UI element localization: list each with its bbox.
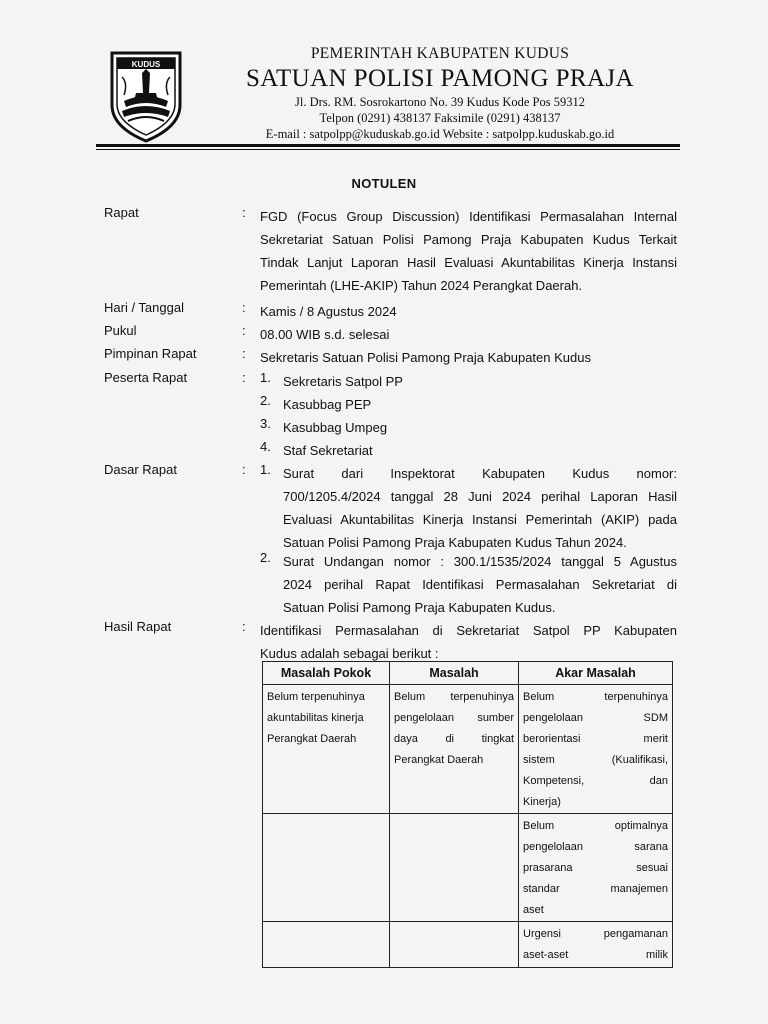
cell-line: Belum terpenuhinya — [267, 691, 365, 703]
column-header: Masalah Pokok — [263, 662, 390, 685]
cell-line: Belum terpenuhinya — [523, 691, 668, 703]
letterhead-rule-thick — [96, 144, 680, 147]
cell-line: Kinerja) — [523, 796, 561, 808]
list-number: 2. — [260, 550, 271, 565]
list-text: Kasubbag Umpeg — [283, 420, 388, 435]
table-row — [263, 685, 673, 814]
cell-line: akuntabilitas kinerja — [267, 712, 364, 724]
field-colon: : — [242, 462, 246, 477]
cell-line: aset-aset milik — [523, 949, 668, 961]
list-text — [283, 550, 677, 619]
field-label: Hasil Rapat — [104, 619, 172, 634]
text-line: Satuan Polisi Pamong Praja Kabupaten Kudus. — [283, 600, 556, 615]
emblem-text: KUDUS — [131, 60, 161, 69]
list-text — [283, 462, 677, 554]
text-line: FGD (Focus Group Discussion) Identifikasi Permasalahan Internal — [260, 209, 677, 224]
letterhead-government: PEMERINTAH KABUPATEN KUDUS — [310, 45, 570, 62]
field-value — [260, 619, 677, 665]
letterhead-phone: Telpon (0291) 438137 Faksimile (0291) 438137 — [319, 111, 561, 125]
table-row — [263, 814, 673, 922]
table-cell — [390, 814, 519, 922]
column-header: Masalah — [390, 662, 519, 685]
cell-line: Perangkat Daerah — [394, 754, 484, 766]
letterhead-address: Jl. Drs. RM. Sosrokartono No. 39 Kudus Kode Pos 59312 — [295, 95, 585, 109]
table-header-row — [263, 662, 673, 685]
field-value: Kamis / 8 Agustus 2024 — [260, 304, 397, 319]
cell-line: Urgensi pengamanan — [523, 928, 668, 940]
text-line: Sekretariat Satuan Polisi Pamong Praja Kabupaten Kudus Terkait — [260, 232, 677, 247]
text-line: 700/1205.4/2024 tanggal 28 Juni 2024 perihal Laporan Hasil — [283, 489, 677, 504]
table-cell — [390, 922, 519, 968]
letterhead — [200, 44, 680, 142]
cell-line: Belum optimalnya — [523, 820, 668, 832]
text-line: Identifikasi Permasalahan di Sekretariat Satpol PP Kabupaten — [260, 623, 677, 638]
cell-line: Belum terpenuhinya — [394, 691, 514, 703]
document-title: NOTULEN — [351, 176, 417, 191]
field-label: Dasar Rapat — [104, 462, 177, 477]
list-number: 1. — [260, 462, 271, 477]
text-line: Surat dari Inspektorat Kabupaten Kudus nomor: — [283, 466, 677, 481]
list-number: 2. — [260, 393, 271, 408]
list-text: Sekretaris Satpol PP — [283, 374, 403, 389]
text-line: Kudus adalah sebagai berikut : — [260, 646, 439, 661]
field-label: Pimpinan Rapat — [104, 346, 197, 361]
field-label: Rapat — [104, 205, 139, 220]
field-colon: : — [242, 370, 246, 385]
field-label: Pukul — [104, 323, 137, 338]
field-colon: : — [242, 323, 246, 338]
cell-line: pengelolaan SDM — [523, 712, 668, 724]
text-line: Tindak Lanjut Laporan Hasil Evaluasi Akuntabilitas Kinerja Instansi — [260, 255, 677, 270]
column-header: Akar Masalah — [519, 662, 673, 685]
kudus-regency-emblem — [108, 49, 184, 143]
cell-line: Perangkat Daerah — [267, 733, 357, 745]
table-cell — [390, 685, 519, 814]
cell-line: aset — [523, 904, 544, 916]
field-value: Sekretaris Satuan Polisi Pamong Praja Kabupaten Kudus — [260, 350, 591, 365]
cell-line: sistem (Kualifikasi, — [523, 754, 668, 766]
text-line: Evaluasi Akuntabilitas Kinerja Instansi Pemerintah (AKIP) pada — [283, 512, 677, 527]
letterhead-agency: SATUAN POLISI PAMONG PRAJA — [245, 65, 635, 92]
text-line: Pemerintah (LHE-AKIP) Tahun 2024 Perangkat Daerah. — [260, 278, 583, 293]
table-cell — [519, 685, 673, 814]
list-number: 3. — [260, 416, 271, 431]
table-cell — [519, 922, 673, 968]
cell-line: daya di tingkat — [394, 733, 514, 745]
cell-line: standar manajemen — [523, 883, 668, 895]
list-text: Staf Sekretariat — [283, 443, 373, 458]
letterhead-contact: E-mail : satpolpp@kuduskab.go.id Website : satpolpp.kuduskab.go.id — [265, 127, 615, 141]
cell-line: berorientasi merit — [523, 733, 668, 745]
field-colon: : — [242, 300, 246, 315]
table-cell — [263, 814, 390, 922]
text-line: Surat Undangan nomor : 300.1/1535/2024 tanggal 5 Agustus — [283, 554, 677, 569]
letterhead-rule-thin — [96, 149, 680, 150]
table-row — [263, 922, 673, 968]
field-colon: : — [242, 346, 246, 361]
field-colon: : — [242, 619, 246, 634]
cell-line: pengelolaan sumber — [394, 712, 514, 724]
text-line: 2024 perihal Rapat Identifikasi Permasalahan Sekretariat di — [283, 577, 677, 592]
field-colon: : — [242, 205, 246, 220]
list-number: 1. — [260, 370, 271, 385]
cell-line: prasarana sesuai — [523, 862, 668, 874]
table-cell — [519, 814, 673, 922]
list-text: Kasubbag PEP — [283, 397, 372, 412]
field-value — [260, 205, 677, 297]
cell-line: pengelolaan sarana — [523, 841, 668, 853]
results-table — [262, 661, 673, 968]
field-label: Hari / Tanggal — [104, 300, 184, 315]
field-label: Peserta Rapat — [104, 370, 188, 385]
text-line: Satuan Polisi Pamong Praja Kabupaten Kudus Tahun 2024. — [283, 535, 627, 550]
cell-line: Kompetensi, dan — [523, 775, 668, 787]
field-value: 08.00 WIB s.d. selesai — [260, 327, 390, 342]
list-number: 4. — [260, 439, 271, 454]
table-cell — [263, 685, 390, 814]
table-cell — [263, 922, 390, 968]
